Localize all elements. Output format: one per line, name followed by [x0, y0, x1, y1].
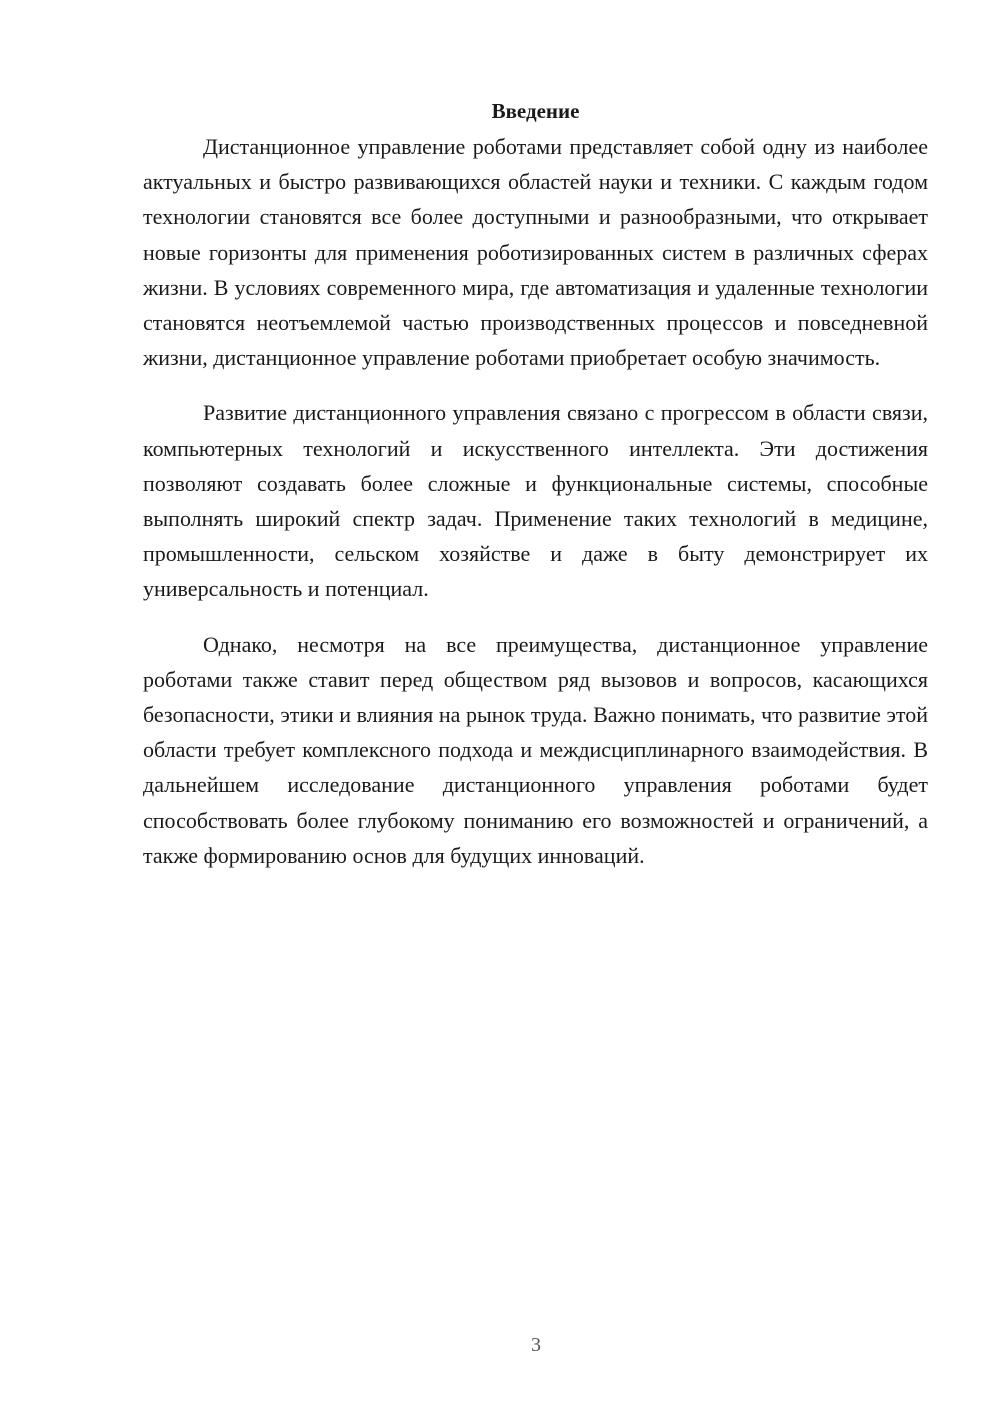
paragraph-3: Однако, несмотря на все преимущества, дистанционное управление роботами также ставит перед обществом ряд вызовов и вопросов, касающихся безопасности, этики и влияния на рынок труда. Важно понимать, что развитие этой области требует комплексного подхода и междисциплинарного взаимодействия. В дальнейшем исследование дистанционного управления роботами будет способствовать более глубокому пониманию его возможностей и ограничений, а также формированию основ для будущих инноваций.	[143, 631, 928, 868]
page-number: 3	[531, 1334, 541, 1356]
paragraph-2: Развитие дистанционного управления связано с прогрессом в области связи, компьютерных технологий и искусственного интеллекта. Эти достижения позволяют создавать более сложные и функциональные системы, способные выполнять широкий спектр задач. Применение таких технологий в медицине, промышленности, сельском хозяйстве и даже в быту демонстрирует их универсальность и потенциал.	[143, 400, 928, 602]
section-heading: Введение	[491, 99, 580, 123]
page-content	[143, 94, 928, 873]
paragraph-1: Дистанционное управление роботами представляет собой одну из наиболее актуальных и быстро развивающихся областей науки и техники. С каждым годом технологии становятся все более доступными и разнообразными, что открывает новые горизонты для применения роботизированных систем в различных сферах жизни. В условиях современного мира, где автоматизация и удаленные технологии становятся неотъемлемой частью производственных процессов и повседневной жизни, дистанционное управление роботами приобретает особую значимость.	[143, 134, 928, 371]
